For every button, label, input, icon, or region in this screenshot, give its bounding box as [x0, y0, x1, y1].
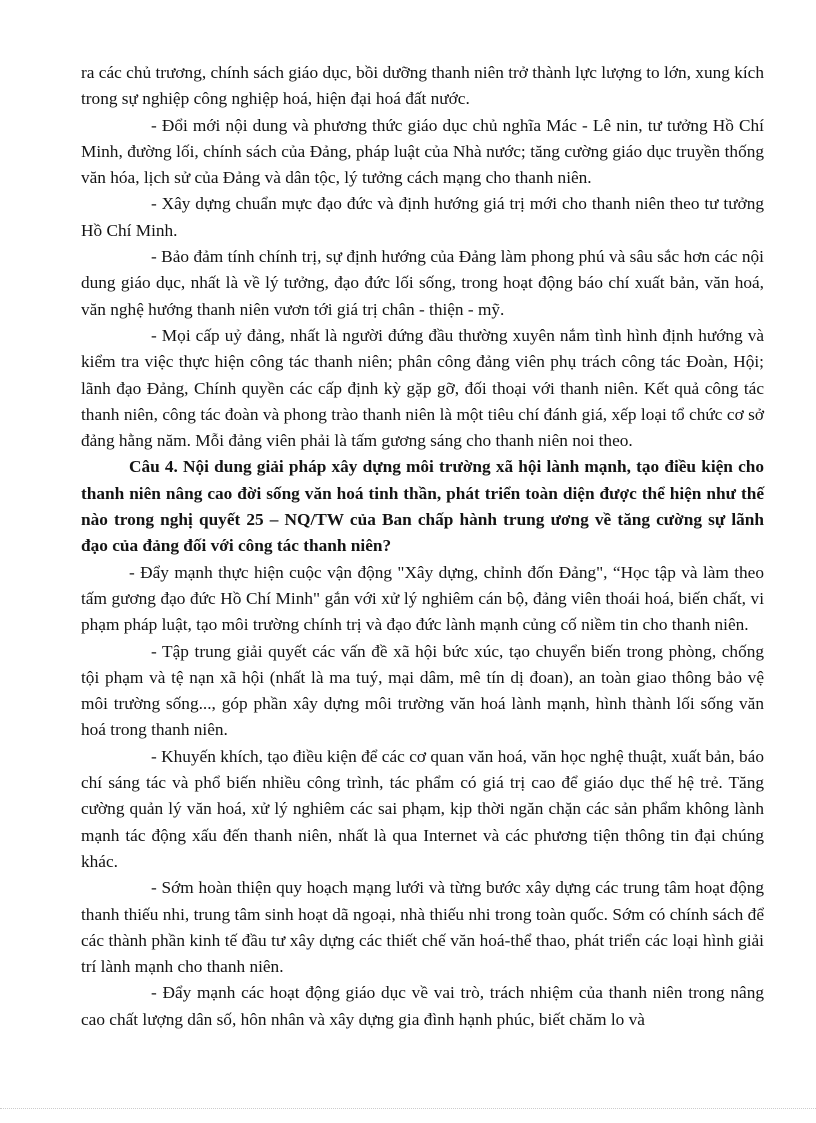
paragraph-item: - Khuyến khích, tạo điều kiện để các cơ quan văn hoá, văn học nghệ thuật, xuất bản, báo chí sáng tác và phổ biến nhiều công trình, tác phẩm có giá trị cao để giáo dục thế hệ trẻ. Tăng cường quản lý văn hoá, xử lý nghiêm các sai phạm, kịp thời ngăn chặn các sản phẩm không lành mạnh tác động xấu đến thanh niên, nhất là qua Internet và các phương tiện thông tin đại chúng khác. — [81, 746, 764, 871]
paragraph-item: - Mọi cấp uỷ đảng, nhất là người đứng đầu thường xuyên nắm tình hình định hướng và kiểm tra việc thực hiện công tác thanh niên; phân công đảng viên phụ trách công tác Đoàn, Hội; lãnh đạo Đảng, Chính quyền các cấp định kỳ gặp gỡ, đối thoại với thanh niên. Kết quả công tác thanh niên, công tác đoàn và phong trào thanh niên là một tiêu chí đánh giá, xếp loại tổ chức cơ sở đảng hằng năm. Mỗi đảng viên phải là tấm gương sáng cho thanh niên noi theo. — [81, 325, 764, 451]
paragraph-item: - Đẩy mạnh thực hiện cuộc vận động "Xây dựng, chỉnh đốn Đảng", “Học tập và làm theo tấm gương đạo đức Hồ Chí Minh" gắn với xử lý nghiêm cán bộ, đảng viên thoái hoá, biến chất, vi phạm pháp luật, tạo môi trường chính trị và đạo đức lành mạnh củng cố niềm tin cho thanh niên. — [81, 562, 764, 635]
paragraph-continuation: ra các chủ trương, chính sách giáo dục, bồi dưỡng thanh niên trở thành lực lượng to lớn, xung kích trong sự nghiệp công nghiệp hoá, hiện đại hoá đất nước. — [81, 63, 764, 109]
paragraph-item: - Sớm hoàn thiện quy hoạch mạng lưới và từng bước xây dựng các trung tâm hoạt động thanh thiếu nhi, trung tâm sinh hoạt dã ngoại, nhà thiếu nhi trong toàn quốc. Sớm có chính sách để các thành phần kinh tế đầu tư xây dựng các thiết chế văn hoá-thể thao, phát triển các loại hình giải trí lành mạnh cho thanh niên. — [81, 878, 764, 977]
paragraph-item: - Bảo đảm tính chính trị, sự định hướng của Đảng làm phong phú và sâu sắc hơn các nội dung giáo dục, nhất là về lý tưởng, đạo đức lối sống, trong hoạt động báo chí xuất bản, văn hoá, văn nghệ hướng thanh niên vươn tới giá trị chân - thiện - mỹ. — [81, 247, 764, 319]
paragraph-item: - Đổi mới nội dung và phương thức giáo dục chủ nghĩa Mác - Lê nin, tư tưởng Hồ Chí Minh, đường lối, chính sách của Đảng, pháp luật của Nhà nước; tăng cường giáo dục truyền thống văn hóa, lịch sử của Đảng và dân tộc, lý tưởng cách mạng cho thanh niên. — [81, 115, 764, 188]
paragraph-item: - Xây dựng chuẩn mực đạo đức và định hướng giá trị mới cho thanh niên theo tư tưởng Hồ Chí Minh. — [81, 194, 764, 240]
paragraph-item: - Tập trung giải quyết các vấn đề xã hội bức xúc, tạo chuyển biến trong phòng, chống tội phạm và tệ nạn xã hội (nhất là ma tuý, mại dâm, mê tín dị đoan), an toàn giao thông bảo vệ môi trường sống..., góp phần xây dựng môi trường văn hoá lành mạnh, hình thành lối sống văn hoá trong thanh niên. — [81, 641, 764, 740]
page-bottom-divider — [0, 1108, 816, 1109]
document-page — [81, 60, 764, 1033]
question-heading: Câu 4. Nội dung giải pháp xây dựng môi trường xã hội lành mạnh, tạo điều kiện cho thanh niên nâng cao đời sống văn hoá tinh thần, phát triển toàn diện được thể hiện như thế nào trong nghị quyết 25 – NQ/TW của Ban chấp hành trung ương về tăng cường sự lãnh đạo của đảng đối với công tác thanh niên? — [81, 457, 764, 556]
paragraph-item: - Đẩy mạnh các hoạt động giáo dục về vai trò, trách nhiệm của thanh niên trong nâng cao chất lượng dân số, hôn nhân và xây dựng gia đình hạnh phúc, biết chăm lo và — [81, 983, 764, 1029]
